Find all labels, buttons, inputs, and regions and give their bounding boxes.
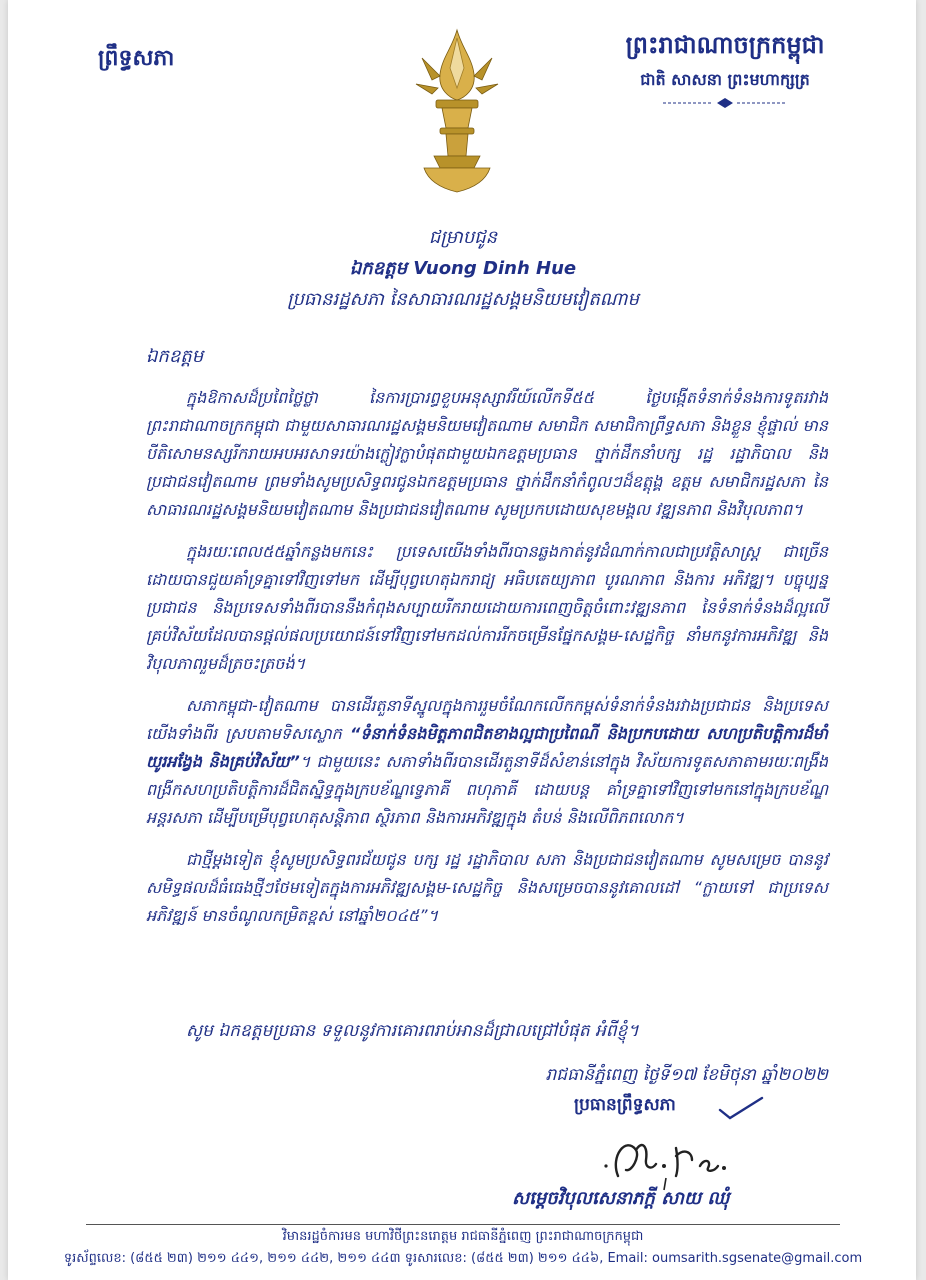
- national-motto: ជាតិ សាសនា ព្រះមហាក្សត្រ: [640, 70, 810, 89]
- paragraph-3: [146, 692, 828, 832]
- place-and-date: រាជធានីភ្នំពេញ ថ្ងៃទី១៧ ខែមិថុនា ឆ្នាំ២០២២: [545, 1065, 828, 1085]
- footer-divider: [86, 1224, 840, 1225]
- addressee-greeting: ជម្រាបជូន: [428, 227, 498, 248]
- paragraph-3-tail: ។ ជាមួយនេះ សភាទាំងពីរបានដើរតួនាទីដ៏សំខាន់នៅក្នុង វិស័យការទូតសភាតាមរយៈពង្រឹងពង្រីកសហប្រតិបត្តិការដ៏ជិតស្និទ្ធក្នុងក្របខ័ណ្ឌទ្វេភាគី ពហុភាគី ដោយបន្ត គាំទ្រគ្នាទៅវិញទៅមកនៅក្នុងក្របខ័ណ្ឌអន្តរសភា ដើម្បីបម្រើបុព្វហេតុសន្តិភាព ស្ថិរភាព និងការអភិវឌ្ឍក្នុង តំបន់ និងលើពិភពលោក។: [146, 752, 829, 827]
- paragraph-3-lead: សភាកម្ពុជា-វៀតណាម បានដើរតួនាទីស្នូលក្នុងការរួមចំណែកលើកកម្ពស់ទំនាក់ទំនងរវាងប្រជាជន និងប្រទេសយើងទាំងពីរ ស្របតាមទិសស្លោក: [146, 696, 828, 743]
- addressee-name: ឯកឧត្តម Vuong Dinh Hue: [349, 258, 577, 279]
- closing-line: សូម ឯកឧត្តមប្រធាន ទទួលនូវការគោរពរាប់អានដ៏ជ្រាលជ្រៅបំផុត អំពីខ្ញុំ។: [186, 1021, 639, 1041]
- letter-body: [146, 384, 828, 944]
- paragraph-1: ក្នុងឱកាសដ៏ប្រពៃថ្លៃថ្លា នៃការប្រារព្ធខួបអនុស្សាវរីយ៍លើកទី៥៥ ថ្ងៃបង្កើតទំនាក់ទំនងការទូតរវាង ព្រះរាជាណាចក្រកម្ពុជា ជាមួយសាធារណរដ្ឋសង្គមនិយមវៀតណាម សមាជិក សមាជិកាព្រឹទ្ធសភា និងខ្លួន ខ្ញុំផ្ទាល់ មានបីតិសោមនស្សរីករាយអបអរសាទរយ៉ាងក្លៀវក្លាបំផុតជាមួយឯកឧត្តមប្រធាន ថ្នាក់ដឹកនាំបក្ស រដ្ឋ រដ្ឋាភិបាល និងប្រជាជនវៀតណាម ព្រមទាំងសូមប្រសិទ្ធពរជូនឯកឧត្តមប្រធាន ថ្នាក់ដឹកនាំកំពូលៗដ៏ឧត្តុង្គ ឧត្តម សមាជិករដ្ឋសភា នៃសាធារណរដ្ឋសង្គមនិយមវៀតណាម និងប្រជាជនវៀតណាម សូមប្រកបដោយសុខមង្គល វឌ្ឍនភាព និងវិបុលភាព។: [146, 388, 828, 519]
- sender-institution: ព្រឹទ្ធសភា: [98, 46, 175, 71]
- kingdom-header: [586, 30, 864, 113]
- footer-address: វិមានរដ្ឋចំការមន មហាវិថីព្រះនរោត្តម រាជធានីភ្នំពេញ ព្រះរាជាណាចក្រកម្ពុជា: [282, 1229, 644, 1244]
- footer-contacts: ទូរស័ព្ទលេខ: (៨៥៥ ២៣) ២១១ ៤៤១, ២១១ ៤៤២, ២១១ ៤៤៣ ទូរសារលេខ: (៨៥៥ ២៣) ២១១ ៤៤៦, Email: oumsarith.sgsenate@gmail.com: [63, 1251, 863, 1266]
- paragraph-2: ក្នុងរយៈពេល៥៥ឆ្នាំកន្លងមកនេះ ប្រទេសយើងទាំងពីរបានឆ្លងកាត់នូវដំណាក់កាលជាប្រវត្តិសាស្ត្រ ជាច្រើន ដោយបានជួយគាំទ្រគ្នាទៅវិញទៅមក ដើម្បីបុព្វហេតុឯករាជ្យ អធិបតេយ្យភាព បូរណភាព និងការ អភិវឌ្ឍ។ បច្ចុប្បន្នប្រជាជន និងប្រទេសទាំងពីរបាននឹងកំពុងសប្បាយរីករាយដោយការពេញចិត្តចំពោះវឌ្ឍនភាព នៃទំនាក់ទំនងដ៏ល្អលើគ្រប់វិស័យដែលបានផ្ដល់ផលប្រយោជន៍ទៅវិញទៅមកដល់ការរីកចម្រើនផ្នែកសង្គម-សេដ្ឋកិច្ច នាំមកនូវការអភិវឌ្ឍ និងវិបុលភាពរួមដ៏ត្រចះត្រចង់។: [146, 542, 828, 673]
- salutation: ឯកឧត្តម: [146, 346, 204, 367]
- addressee-block: [0, 222, 926, 315]
- initial-check-mark-icon: [716, 1094, 766, 1122]
- signer-position: ប្រធានព្រឹទ្ធសភា: [574, 1095, 676, 1115]
- footer: [0, 1226, 926, 1270]
- addressee-title: ប្រធានរដ្ឋសភា នៃសាធារណរដ្ឋសង្គមនិយមវៀតណាម: [287, 289, 639, 310]
- signer-name: សម្ដេចវិបុលសេនាភក្ដី សាយ ឈុំ: [512, 1188, 730, 1209]
- ornament-divider-icon: [655, 97, 795, 109]
- royal-emblem-icon: [412, 28, 502, 196]
- paragraph-4: ជាថ្មីម្ដងទៀត ខ្ញុំសូមប្រសិទ្ធពរជ័យជូន បក្ស រដ្ឋ រដ្ឋាភិបាល សភា និងប្រជាជនវៀតណាម សូមសម្រេច បាននូវសមិទ្ធផលដ៏ធំធេងថ្មីៗថែមទៀតក្នុងការអភិវឌ្ឍសង្គម-សេដ្ឋកិច្ច និងសម្រេចបាននូវគោលដៅ “ក្លាយទៅ ជាប្រទេសអភិវឌ្ឍន៍ មានចំណូលកម្រិតខ្ពស់ នៅឆ្នាំ២០៤៥”។: [146, 850, 828, 925]
- paragraph-3-slogan: “ទំនាក់ទំនងមិត្តភាពជិតខាងល្អជាប្រពៃណី និងប្រកបដោយ សហប្រតិបត្តិការដ៏មាំ យូរអង្វែង និងគ្រប់វិស័យ”: [146, 724, 828, 771]
- kingdom-name: ព្រះរាជាណាចក្រកម្ពុជា: [625, 31, 825, 59]
